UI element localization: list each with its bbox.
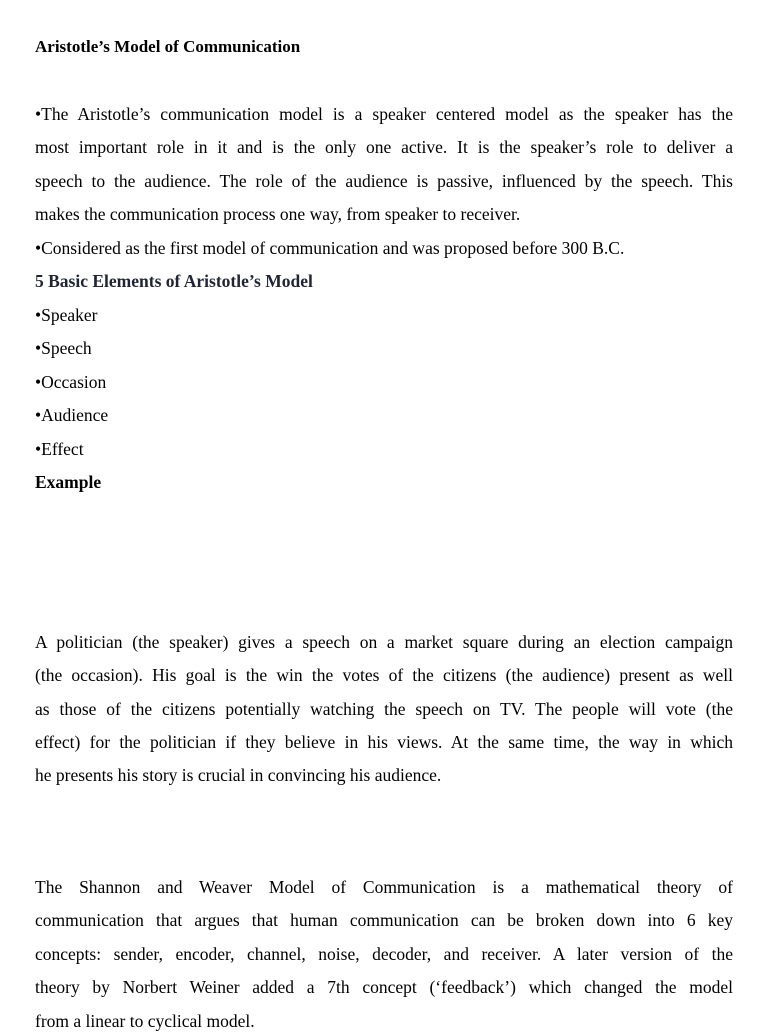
element-audience: •Audience <box>35 405 109 425</box>
elements-heading: 5 Basic Elements of Aristotle’s Model <box>35 271 313 291</box>
shannon-line-5: from a linear to cyclical model. <box>35 1011 255 1031</box>
example-line-2: (the occasion). His goal is the win the votes of the citizens (the audience) present as well <box>35 665 733 685</box>
element-speaker: •Speaker <box>35 305 98 325</box>
intro-line-2: most important role in it and is the only one active. It is the speaker’s role to deliver a <box>35 137 733 157</box>
shannon-line-3: concepts: sender, encoder, channel, noise, decoder, and receiver. A later version of the <box>35 944 733 964</box>
element-occasion: •Occasion <box>35 372 107 392</box>
example-line-3: as those of the citizens potentially watching the speech on TV. The people will vote (the <box>35 699 733 719</box>
element-speech: •Speech <box>35 338 92 358</box>
first-model-note: •Considered as the first model of communication and was proposed before 300 B.C. <box>35 238 625 258</box>
shannon-line-2: communication that argues that human communication can be broken down into 6 key <box>35 910 733 930</box>
intro-line-1: •The Aristotle’s communication model is a speaker centered model as the speaker has the <box>35 104 733 124</box>
element-effect: •Effect <box>35 439 84 459</box>
example-line-5: he presents his story is crucial in convincing his audience. <box>35 765 442 785</box>
example-line-4: effect) for the politician if they believe in his views. At the same time, the way in which <box>35 732 733 752</box>
intro-line-3: speech to the audience. The role of the audience is passive, influenced by the speech. This <box>35 171 733 191</box>
document-title: Aristotle’s Model of Communication <box>35 37 301 56</box>
intro-line-4: makes the communication process one way, from speaker to receiver. <box>35 204 521 224</box>
shannon-line-1: The Shannon and Weaver Model of Communication is a mathematical theory of <box>35 877 733 897</box>
example-heading: Example <box>35 472 102 492</box>
example-line-1: A politician (the speaker) gives a speech on a market square during an election campaign <box>35 632 733 652</box>
shannon-line-4: theory by Norbert Weiner added a 7th concept (‘feedback’) which changed the model <box>35 977 733 997</box>
